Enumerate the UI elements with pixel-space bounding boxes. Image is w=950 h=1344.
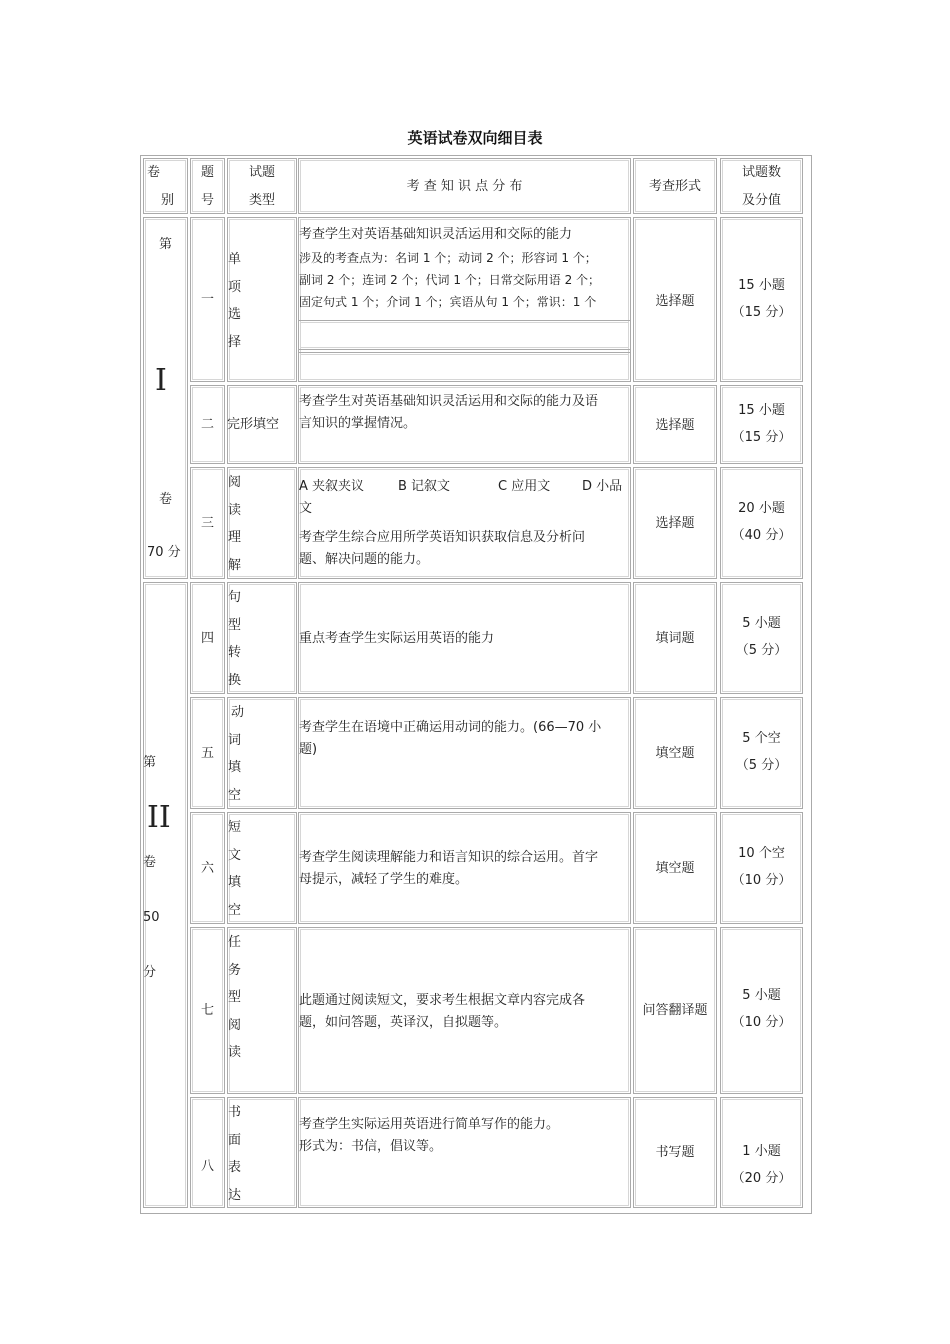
row7-type-char3: 型 <box>228 990 242 1005</box>
row6-knowledge <box>299 847 598 891</box>
row4-number: 四 <box>200 631 214 646</box>
row1-knowledge-line2: 涉及的考查点为：名词 1 个；动词 2 个；形容词 1 个； <box>299 251 597 265</box>
row3-type-char2: 读 <box>228 502 242 518</box>
row3-score: （40 分） <box>731 528 792 543</box>
header-number-line1: 题 <box>200 165 214 180</box>
row3-genre-a: A 夹叙夹议 <box>299 479 365 494</box>
header-knowledge: 考 查 知 识 点 分 布 <box>406 179 523 194</box>
row6-type-char4: 空 <box>228 902 242 918</box>
row6-count: 10 个空 <box>738 846 785 861</box>
volume1-label-top: 第 <box>159 237 173 252</box>
row8-type-char3: 表 <box>228 1160 242 1175</box>
row7-knowledge-line2: 题，如问答题，英译汉，自拟题等。 <box>299 1015 508 1030</box>
header-volume-line1: 卷 <box>147 165 161 180</box>
row4-count-cell <box>720 582 803 694</box>
row3-type-char1: 阅 <box>228 475 242 490</box>
row8-knowledge-line2: 形式为：书信，倡议等。 <box>299 1139 443 1154</box>
row3-type-char3: 理 <box>228 530 242 545</box>
row5-form: 填空题 <box>655 746 695 761</box>
row6-knowledge-line2: 母提示，减轻了学生的难度。 <box>299 872 469 887</box>
header-type-line1: 试题 <box>248 165 275 180</box>
row5-knowledge <box>299 717 601 761</box>
row4-form: 填词题 <box>655 631 695 646</box>
row1-empty-subcell-2 <box>298 352 631 382</box>
row5-type <box>228 699 253 809</box>
row2-knowledge-line1: 考查学生对英语基础知识灵活运用和交际的能力及语 <box>299 394 599 409</box>
row2-type: 完形填空 <box>227 417 280 432</box>
header-number-line2: 号 <box>200 193 214 208</box>
row2-form: 选择题 <box>655 418 695 433</box>
row3-genre-d-cont: 文 <box>299 501 313 516</box>
volume1-score: 70 分 <box>147 545 181 560</box>
row3-count: 20 小题 <box>738 501 785 516</box>
row1-knowledge-line4: 固定句式 1 个；介词 1 个；宾语从句 1 个；常识：1 个 <box>299 295 597 309</box>
row3-knowledge-line2: 题、解决问题的能力。 <box>299 552 430 567</box>
row1-type <box>228 246 250 356</box>
row7-form: 问答翻译题 <box>642 1003 708 1018</box>
row7-number: 七 <box>200 1003 214 1018</box>
row1-type-char1: 单 <box>228 252 242 267</box>
row5-knowledge-line2: 题) <box>299 742 318 757</box>
header-volume-line2: 别 <box>161 193 175 208</box>
row7-type-char1: 任 <box>228 935 242 950</box>
row6-type <box>228 814 250 924</box>
header-count-line2: 及分值 <box>741 193 781 208</box>
row1-empty-subcell-1 <box>298 320 631 350</box>
row4-type-char4: 换 <box>228 672 242 688</box>
row3-genre-d: D 小品 <box>582 479 623 494</box>
row1-count-cell <box>720 217 803 382</box>
row7-count: 5 小题 <box>742 988 781 1003</box>
row5-number: 五 <box>200 746 214 761</box>
row7-type <box>228 929 250 1067</box>
row1-type-char2: 项 <box>228 279 242 295</box>
row3-knowledge <box>299 527 585 571</box>
row8-knowledge-line1: 考查学生实际运用英语进行简单写作的能力。 <box>299 1117 560 1132</box>
row8-number-cell <box>190 1097 225 1208</box>
row4-type-char2: 型 <box>228 617 242 633</box>
header-knowledge-cell <box>298 158 631 214</box>
row2-number: 二 <box>200 417 214 432</box>
row6-form: 填空题 <box>655 861 695 876</box>
row6-knowledge-line1: 考查学生阅读理解能力和语言知识的综合运用。首字 <box>299 850 599 865</box>
row5-count: 5 个空 <box>742 731 781 746</box>
row8-knowledge <box>299 1114 559 1158</box>
row5-score: （5 分） <box>735 758 788 773</box>
volume1-label-mid: 卷 <box>159 492 173 507</box>
row3-knowledge-line1: 考查学生综合应用所学英语知识获取信息及分析问 <box>299 530 586 545</box>
row4-type-char3: 转 <box>228 645 242 660</box>
row8-form: 书写题 <box>655 1145 695 1160</box>
row1-count: 15 小题 <box>738 278 785 293</box>
header-count-cell <box>720 158 803 214</box>
document-title: 英语试卷双向细目表 <box>407 129 543 147</box>
row3-type <box>228 469 250 579</box>
volume2-label-top: 第 <box>143 755 157 770</box>
row1-knowledge <box>299 223 632 313</box>
row8-count: 1 小题 <box>742 1144 781 1159</box>
row3-genre-c: C 应用文 <box>498 479 551 494</box>
volume2-cell <box>143 582 188 1208</box>
row3-count-cell <box>720 467 803 579</box>
header-volume-cell <box>143 158 188 214</box>
row6-score: （10 分） <box>731 873 792 888</box>
row2-knowledge-line2: 言知识的掌握情况。 <box>299 416 417 431</box>
row8-score: （20 分） <box>731 1171 792 1186</box>
row2-count-cell <box>720 385 803 464</box>
volume1-cell <box>143 217 188 579</box>
header-form-cell <box>633 158 717 214</box>
row8-number: 八 <box>200 1159 214 1174</box>
volume2-score-num: 50 <box>143 910 160 925</box>
row7-score: （10 分） <box>731 1015 792 1030</box>
volume2-score-unit: 分 <box>143 965 157 980</box>
row2-knowledge <box>299 391 598 435</box>
row4-score: （5 分） <box>735 643 788 658</box>
volume2-numeral: II <box>147 800 171 835</box>
row1-form: 选择题 <box>655 294 695 309</box>
row4-type <box>228 584 250 694</box>
volume1-numeral: I <box>155 363 167 398</box>
row7-type-char2: 务 <box>228 962 242 978</box>
row6-number: 六 <box>200 861 214 876</box>
row6-type-char1: 短 <box>228 820 242 835</box>
row5-type-char1: 动 <box>231 705 245 720</box>
row2-count: 15 小题 <box>738 403 785 418</box>
row3-genre-b: B 记叙文 <box>398 479 451 494</box>
row6-count-cell <box>720 812 803 924</box>
row4-knowledge: 重点考查学生实际运用英语的能力 <box>299 631 495 646</box>
row8-type-char1: 书 <box>228 1105 242 1120</box>
row5-type-char4: 空 <box>228 787 242 803</box>
row3-number: 三 <box>200 516 214 531</box>
header-number-cell <box>190 158 225 214</box>
header-count-line1: 试题数 <box>741 165 781 180</box>
row5-type-char3: 填 <box>228 760 242 775</box>
row6-type-char3: 填 <box>228 875 242 890</box>
row5-count-cell <box>720 697 803 809</box>
row1-knowledge-line1: 考查学生对英语基础知识灵活运用和交际的能力 <box>299 227 573 242</box>
row7-count-cell <box>720 927 803 1094</box>
row3-form: 选择题 <box>655 516 695 531</box>
row4-type-char1: 句 <box>228 590 242 605</box>
row7-type-char5: 读 <box>228 1045 242 1060</box>
row5-knowledge-line1: 考查学生在语境中正确运用动词的能力。(66—70 小 <box>299 720 602 735</box>
row1-number: 一 <box>200 292 214 307</box>
row1-type-char4: 择 <box>228 334 242 350</box>
row8-type <box>228 1099 250 1209</box>
row7-knowledge-line1: 此题通过阅读短文，要求考生根据文章内容完成各 <box>299 993 586 1008</box>
row4-count: 5 小题 <box>742 616 781 631</box>
row1-score: （15 分） <box>731 305 792 320</box>
row8-type-char2: 面 <box>228 1132 242 1148</box>
row7-type-char4: 阅 <box>228 1017 242 1033</box>
row3-type-char4: 解 <box>228 557 242 573</box>
header-type-cell <box>227 158 297 214</box>
row6-type-char2: 文 <box>228 847 242 863</box>
row1-knowledge-line3: 副词 2 个；连词 2 个；代词 1 个；日常交际用语 2 个； <box>299 273 601 287</box>
row7-knowledge <box>299 990 585 1034</box>
volume2-label-mid: 卷 <box>143 855 157 870</box>
row8-type-char4: 达 <box>228 1187 242 1203</box>
row1-type-char3: 选 <box>228 307 242 322</box>
header-form: 考查形式 <box>648 179 701 194</box>
row2-score: （15 分） <box>731 430 792 445</box>
row5-type-char2: 词 <box>228 732 242 748</box>
header-type-line2: 类型 <box>248 193 275 208</box>
